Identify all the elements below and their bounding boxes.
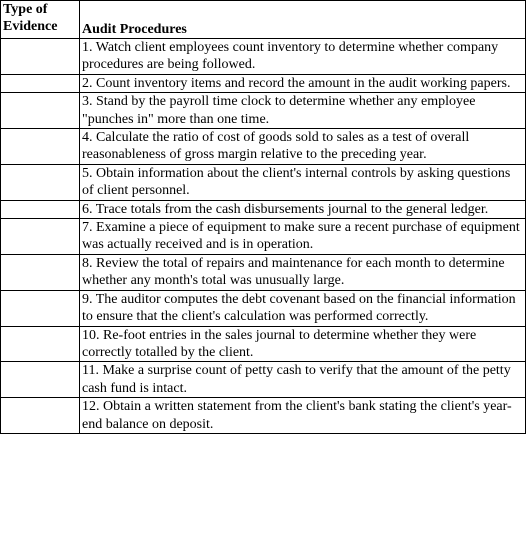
- table-row: [1, 362, 526, 398]
- type-of-evidence-header-line2: Evidence: [3, 19, 58, 35]
- procedure-cell: 6. Trace totals from the cash disbursements journal to the general ledger.: [80, 200, 526, 218]
- evidence-cell[interactable]: [1, 326, 80, 362]
- procedure-cell: 2. Count inventory items and record the amount in the audit working papers.: [80, 74, 526, 92]
- evidence-cell[interactable]: [1, 290, 80, 326]
- table-row: [1, 93, 526, 129]
- evidence-cell[interactable]: [1, 164, 80, 200]
- procedure-cell: 8. Review the total of repairs and maintenance for each month to determine whether any month's total was unusually large.: [80, 254, 526, 290]
- type-of-evidence-header: [1, 1, 80, 39]
- table-row: [1, 398, 526, 434]
- table-row: [1, 200, 526, 218]
- procedure-cell: 3. Stand by the payroll time clock to determine whether any employee "punches in" more than one time.: [80, 93, 526, 129]
- evidence-cell[interactable]: [1, 219, 80, 255]
- evidence-cell[interactable]: [1, 200, 80, 218]
- table-row: [1, 129, 526, 165]
- audit-procedures-header: Audit Procedures: [80, 1, 526, 39]
- evidence-cell[interactable]: [1, 129, 80, 165]
- table-row: [1, 74, 526, 92]
- table-row: [1, 290, 526, 326]
- table-row: [1, 219, 526, 255]
- procedure-cell: 5. Obtain information about the client's internal controls by asking questions of client personnel.: [80, 164, 526, 200]
- header-row: [1, 1, 526, 39]
- type-of-evidence-header-line1: Type of: [3, 2, 48, 17]
- evidence-cell[interactable]: [1, 398, 80, 434]
- evidence-cell[interactable]: [1, 362, 80, 398]
- procedure-cell: 1. Watch client employees count inventory to determine whether company procedures are being followed.: [80, 39, 526, 75]
- evidence-cell[interactable]: [1, 93, 80, 129]
- table-row: [1, 326, 526, 362]
- table-row: [1, 39, 526, 75]
- table-row: [1, 254, 526, 290]
- procedure-cell: 11. Make a surprise count of petty cash to verify that the amount of the petty cash fund is intact.: [80, 362, 526, 398]
- procedure-cell: 4. Calculate the ratio of cost of goods sold to sales as a test of overall reasonableness of gross margin relative to the preceding year.: [80, 129, 526, 165]
- procedure-cell: 9. The auditor computes the debt covenant based on the financial information to ensure that the client's calculation was performed correctly.: [80, 290, 526, 326]
- evidence-cell[interactable]: [1, 39, 80, 75]
- procedure-cell: 7. Examine a piece of equipment to make sure a recent purchase of equipment was actually received and is in operation.: [80, 219, 526, 255]
- procedure-cell: 12. Obtain a written statement from the client's bank stating the client's year-end balance on deposit.: [80, 398, 526, 434]
- evidence-cell[interactable]: [1, 254, 80, 290]
- table-row: [1, 164, 526, 200]
- procedure-cell: 10. Re-foot entries in the sales journal to determine whether they were correctly totalled by the client.: [80, 326, 526, 362]
- evidence-cell[interactable]: [1, 74, 80, 92]
